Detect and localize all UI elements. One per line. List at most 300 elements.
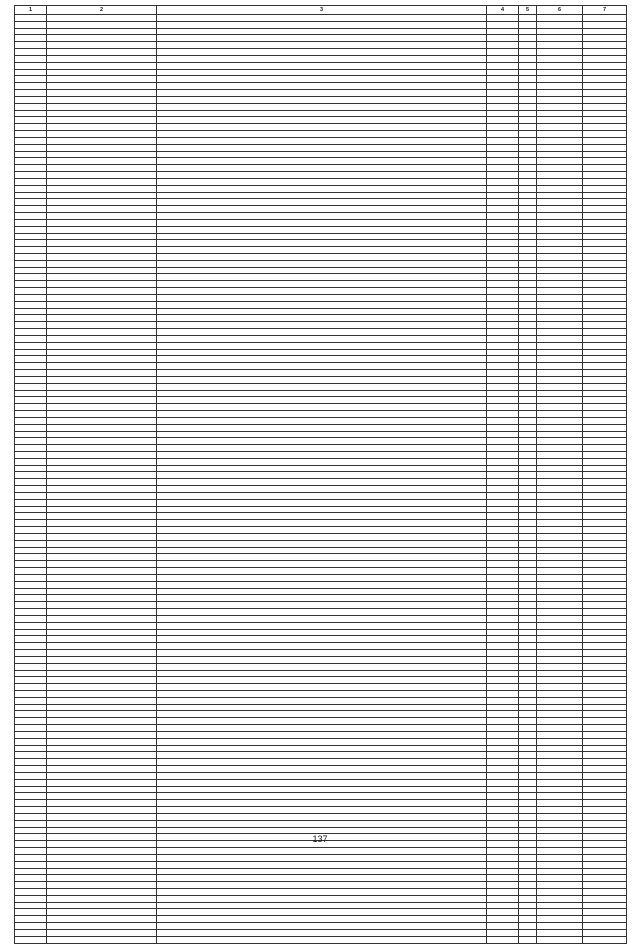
period-start-cell xyxy=(537,882,583,889)
period-start-cell xyxy=(537,199,583,206)
period-start-cell xyxy=(537,854,583,861)
address-cell xyxy=(47,83,157,90)
row-number-cell xyxy=(15,288,47,295)
flag-cell xyxy=(519,281,537,288)
period-end-cell xyxy=(583,725,627,732)
flag-cell xyxy=(519,42,537,49)
year-cell xyxy=(487,889,519,896)
flag-cell xyxy=(519,902,537,909)
table-row xyxy=(15,868,627,875)
row-number-cell xyxy=(15,581,47,588)
year-cell xyxy=(487,404,519,411)
flag-cell xyxy=(519,431,537,438)
address-cell xyxy=(47,820,157,827)
address-cell xyxy=(47,144,157,151)
period-start-cell xyxy=(537,15,583,22)
table-row xyxy=(15,875,627,882)
work-type-cell xyxy=(157,185,487,192)
table-row xyxy=(15,124,627,131)
work-type-cell xyxy=(157,636,487,643)
address-cell xyxy=(47,568,157,575)
period-end-cell xyxy=(583,581,627,588)
table-row xyxy=(15,684,627,691)
row-number-cell xyxy=(15,704,47,711)
period-end-cell xyxy=(583,110,627,117)
address-cell xyxy=(47,479,157,486)
work-type-cell xyxy=(157,335,487,342)
period-start-cell xyxy=(537,42,583,49)
year-cell xyxy=(487,677,519,684)
table-row xyxy=(15,677,627,684)
work-type-cell xyxy=(157,301,487,308)
table-row xyxy=(15,206,627,213)
year-cell xyxy=(487,301,519,308)
year-cell xyxy=(487,151,519,158)
period-end-cell xyxy=(583,356,627,363)
row-number-cell xyxy=(15,595,47,602)
period-start-cell xyxy=(537,83,583,90)
flag-cell xyxy=(519,465,537,472)
flag-cell xyxy=(519,76,537,83)
period-start-cell xyxy=(537,527,583,534)
work-type-cell xyxy=(157,513,487,520)
period-start-cell xyxy=(537,213,583,220)
table-row xyxy=(15,827,627,834)
address-cell xyxy=(47,342,157,349)
table-row xyxy=(15,294,627,301)
period-start-cell xyxy=(537,499,583,506)
period-end-cell xyxy=(583,431,627,438)
address-cell xyxy=(47,281,157,288)
work-type-cell xyxy=(157,492,487,499)
period-end-cell xyxy=(583,588,627,595)
year-cell xyxy=(487,520,519,527)
row-number-cell xyxy=(15,909,47,916)
period-start-cell xyxy=(537,916,583,923)
flag-cell xyxy=(519,356,537,363)
flag-cell xyxy=(519,929,537,936)
period-end-cell xyxy=(583,103,627,110)
row-number-cell xyxy=(15,206,47,213)
table-row xyxy=(15,370,627,377)
year-cell xyxy=(487,643,519,650)
year-cell xyxy=(487,131,519,138)
table-container xyxy=(14,5,626,944)
work-type-cell xyxy=(157,479,487,486)
table-row xyxy=(15,131,627,138)
work-type-cell xyxy=(157,520,487,527)
row-number-cell xyxy=(15,219,47,226)
address-cell xyxy=(47,643,157,650)
work-type-cell xyxy=(157,452,487,459)
row-number-cell xyxy=(15,779,47,786)
table-row xyxy=(15,711,627,718)
period-start-cell xyxy=(537,602,583,609)
year-cell xyxy=(487,21,519,28)
row-number-cell xyxy=(15,520,47,527)
period-start-cell xyxy=(537,697,583,704)
period-start-cell xyxy=(537,253,583,260)
period-end-cell xyxy=(583,923,627,930)
year-cell xyxy=(487,766,519,773)
year-cell xyxy=(487,247,519,254)
period-start-cell xyxy=(537,288,583,295)
table-row xyxy=(15,772,627,779)
flag-cell xyxy=(519,83,537,90)
row-number-cell xyxy=(15,424,47,431)
period-start-cell xyxy=(537,206,583,213)
year-cell xyxy=(487,124,519,131)
period-end-cell xyxy=(583,499,627,506)
address-cell xyxy=(47,916,157,923)
period-end-cell xyxy=(583,554,627,561)
year-cell xyxy=(487,28,519,35)
year-cell xyxy=(487,711,519,718)
period-start-cell xyxy=(537,513,583,520)
flag-cell xyxy=(519,110,537,117)
period-end-cell xyxy=(583,83,627,90)
period-end-cell xyxy=(583,62,627,69)
table-row xyxy=(15,83,627,90)
period-start-cell xyxy=(537,820,583,827)
period-end-cell xyxy=(583,506,627,513)
work-type-cell xyxy=(157,322,487,329)
period-end-cell xyxy=(583,465,627,472)
period-start-cell xyxy=(537,595,583,602)
row-number-cell xyxy=(15,561,47,568)
work-type-cell xyxy=(157,117,487,124)
flag-cell xyxy=(519,308,537,315)
period-start-cell xyxy=(537,813,583,820)
flag-cell xyxy=(519,486,537,493)
row-number-cell xyxy=(15,916,47,923)
row-number-cell xyxy=(15,759,47,766)
period-end-cell xyxy=(583,165,627,172)
row-number-cell xyxy=(15,117,47,124)
period-start-cell xyxy=(537,465,583,472)
work-type-cell xyxy=(157,124,487,131)
year-cell xyxy=(487,199,519,206)
work-type-cell xyxy=(157,144,487,151)
period-end-cell xyxy=(583,370,627,377)
period-start-cell xyxy=(537,62,583,69)
row-number-cell xyxy=(15,472,47,479)
table-row xyxy=(15,96,627,103)
period-start-cell xyxy=(537,629,583,636)
address-cell xyxy=(47,779,157,786)
address-cell xyxy=(47,349,157,356)
table-row xyxy=(15,76,627,83)
flag-cell xyxy=(519,172,537,179)
address-cell xyxy=(47,875,157,882)
work-type-cell xyxy=(157,356,487,363)
address-cell xyxy=(47,301,157,308)
table-row xyxy=(15,547,627,554)
address-cell xyxy=(47,96,157,103)
row-number-cell xyxy=(15,800,47,807)
work-type-cell xyxy=(157,199,487,206)
year-cell xyxy=(487,540,519,547)
period-end-cell xyxy=(583,479,627,486)
period-end-cell xyxy=(583,595,627,602)
year-cell xyxy=(487,561,519,568)
period-end-cell xyxy=(583,848,627,855)
work-type-cell xyxy=(157,213,487,220)
table-row xyxy=(15,650,627,657)
year-cell xyxy=(487,15,519,22)
work-type-cell xyxy=(157,697,487,704)
row-number-cell xyxy=(15,240,47,247)
row-number-cell xyxy=(15,793,47,800)
period-end-cell xyxy=(583,547,627,554)
table-row xyxy=(15,247,627,254)
row-number-cell xyxy=(15,247,47,254)
period-start-cell xyxy=(537,800,583,807)
period-end-cell xyxy=(583,151,627,158)
row-number-cell xyxy=(15,110,47,117)
period-start-cell xyxy=(537,772,583,779)
row-number-cell xyxy=(15,492,47,499)
period-end-cell xyxy=(583,335,627,342)
period-start-cell xyxy=(537,677,583,684)
period-end-cell xyxy=(583,800,627,807)
table-row xyxy=(15,766,627,773)
row-number-cell xyxy=(15,431,47,438)
period-end-cell xyxy=(583,936,627,943)
year-cell xyxy=(487,438,519,445)
row-number-cell xyxy=(15,69,47,76)
work-type-cell xyxy=(157,76,487,83)
table-row xyxy=(15,909,627,916)
address-cell xyxy=(47,595,157,602)
row-number-cell xyxy=(15,158,47,165)
flag-cell xyxy=(519,861,537,868)
year-cell xyxy=(487,90,519,97)
period-start-cell xyxy=(537,445,583,452)
row-number-cell xyxy=(15,615,47,622)
work-type-cell xyxy=(157,902,487,909)
work-type-cell xyxy=(157,615,487,622)
flag-cell xyxy=(519,192,537,199)
period-start-cell xyxy=(537,76,583,83)
table-row xyxy=(15,260,627,267)
row-number-cell xyxy=(15,663,47,670)
table-row xyxy=(15,452,627,459)
work-type-cell xyxy=(157,376,487,383)
work-type-cell xyxy=(157,861,487,868)
table-row xyxy=(15,49,627,56)
period-end-cell xyxy=(583,117,627,124)
work-type-cell xyxy=(157,759,487,766)
address-cell xyxy=(47,69,157,76)
period-start-cell xyxy=(537,622,583,629)
table-row xyxy=(15,274,627,281)
period-end-cell xyxy=(583,35,627,42)
work-type-cell xyxy=(157,854,487,861)
period-start-cell xyxy=(537,711,583,718)
table-row xyxy=(15,800,627,807)
period-end-cell xyxy=(583,882,627,889)
address-cell xyxy=(47,499,157,506)
work-type-cell xyxy=(157,383,487,390)
table-row xyxy=(15,916,627,923)
period-end-cell xyxy=(583,813,627,820)
address-cell xyxy=(47,185,157,192)
year-cell xyxy=(487,363,519,370)
period-start-cell xyxy=(537,759,583,766)
period-start-cell xyxy=(537,554,583,561)
table-row xyxy=(15,506,627,513)
period-end-cell xyxy=(583,759,627,766)
year-cell xyxy=(487,349,519,356)
period-start-cell xyxy=(537,486,583,493)
row-number-cell xyxy=(15,390,47,397)
table-row xyxy=(15,595,627,602)
period-start-cell xyxy=(537,718,583,725)
address-cell xyxy=(47,219,157,226)
address-cell xyxy=(47,411,157,418)
row-number-cell xyxy=(15,226,47,233)
flag-cell xyxy=(519,772,537,779)
address-cell xyxy=(47,329,157,336)
table-row xyxy=(15,288,627,295)
year-cell xyxy=(487,486,519,493)
row-number-cell xyxy=(15,479,47,486)
flag-cell xyxy=(519,786,537,793)
work-type-cell xyxy=(157,752,487,759)
year-cell xyxy=(487,772,519,779)
period-end-cell xyxy=(583,315,627,322)
work-type-cell xyxy=(157,458,487,465)
period-start-cell xyxy=(537,670,583,677)
work-type-cell xyxy=(157,882,487,889)
year-cell xyxy=(487,165,519,172)
year-cell xyxy=(487,308,519,315)
address-cell xyxy=(47,759,157,766)
work-type-cell xyxy=(157,718,487,725)
address-cell xyxy=(47,192,157,199)
period-start-cell xyxy=(537,431,583,438)
flag-cell xyxy=(519,793,537,800)
table-row xyxy=(15,929,627,936)
period-start-cell xyxy=(537,424,583,431)
table-row xyxy=(15,144,627,151)
address-cell xyxy=(47,15,157,22)
row-number-cell xyxy=(15,376,47,383)
flag-cell xyxy=(519,779,537,786)
row-number-cell xyxy=(15,540,47,547)
address-cell xyxy=(47,690,157,697)
address-cell xyxy=(47,492,157,499)
row-number-cell xyxy=(15,21,47,28)
work-type-cell xyxy=(157,704,487,711)
flag-cell xyxy=(519,882,537,889)
table-row xyxy=(15,397,627,404)
address-cell xyxy=(47,124,157,131)
period-end-cell xyxy=(583,294,627,301)
flag-cell xyxy=(519,916,537,923)
flag-cell xyxy=(519,376,537,383)
period-end-cell xyxy=(583,854,627,861)
table-row xyxy=(15,895,627,902)
row-number-cell xyxy=(15,875,47,882)
period-end-cell xyxy=(583,711,627,718)
table-row xyxy=(15,813,627,820)
work-type-cell xyxy=(157,424,487,431)
period-start-cell xyxy=(537,636,583,643)
table-row xyxy=(15,622,627,629)
table-row xyxy=(15,520,627,527)
year-cell xyxy=(487,383,519,390)
table-row xyxy=(15,718,627,725)
period-start-cell xyxy=(537,267,583,274)
period-start-cell xyxy=(537,131,583,138)
address-cell xyxy=(47,294,157,301)
address-cell xyxy=(47,561,157,568)
year-cell xyxy=(487,226,519,233)
period-start-cell xyxy=(537,308,583,315)
period-end-cell xyxy=(583,219,627,226)
flag-cell xyxy=(519,417,537,424)
flag-cell xyxy=(519,827,537,834)
period-end-cell xyxy=(583,199,627,206)
address-cell xyxy=(47,895,157,902)
flag-cell xyxy=(519,513,537,520)
period-end-cell xyxy=(583,486,627,493)
flag-cell xyxy=(519,226,537,233)
period-start-cell xyxy=(537,49,583,56)
table-row xyxy=(15,363,627,370)
period-end-cell xyxy=(583,28,627,35)
row-number-cell xyxy=(15,629,47,636)
period-start-cell xyxy=(537,349,583,356)
table-row xyxy=(15,848,627,855)
address-cell xyxy=(47,233,157,240)
row-number-cell xyxy=(15,609,47,616)
period-end-cell xyxy=(583,807,627,814)
address-cell xyxy=(47,103,157,110)
row-number-cell xyxy=(15,731,47,738)
work-type-cell xyxy=(157,827,487,834)
table-row xyxy=(15,602,627,609)
period-end-cell xyxy=(583,240,627,247)
work-type-cell xyxy=(157,253,487,260)
table-row xyxy=(15,656,627,663)
period-end-cell xyxy=(583,247,627,254)
flag-cell xyxy=(519,411,537,418)
work-type-cell xyxy=(157,417,487,424)
year-cell xyxy=(487,49,519,56)
period-end-cell xyxy=(583,772,627,779)
row-number-cell xyxy=(15,315,47,322)
row-number-cell xyxy=(15,103,47,110)
work-type-cell xyxy=(157,800,487,807)
period-end-cell xyxy=(583,574,627,581)
row-number-cell xyxy=(15,452,47,459)
flag-cell xyxy=(519,131,537,138)
table-row xyxy=(15,103,627,110)
period-end-cell xyxy=(583,677,627,684)
work-type-cell xyxy=(157,602,487,609)
address-cell xyxy=(47,178,157,185)
period-start-cell xyxy=(537,889,583,896)
address-cell xyxy=(47,854,157,861)
period-end-cell xyxy=(583,274,627,281)
period-start-cell xyxy=(537,786,583,793)
period-start-cell xyxy=(537,656,583,663)
work-type-cell xyxy=(157,260,487,267)
work-type-cell xyxy=(157,568,487,575)
